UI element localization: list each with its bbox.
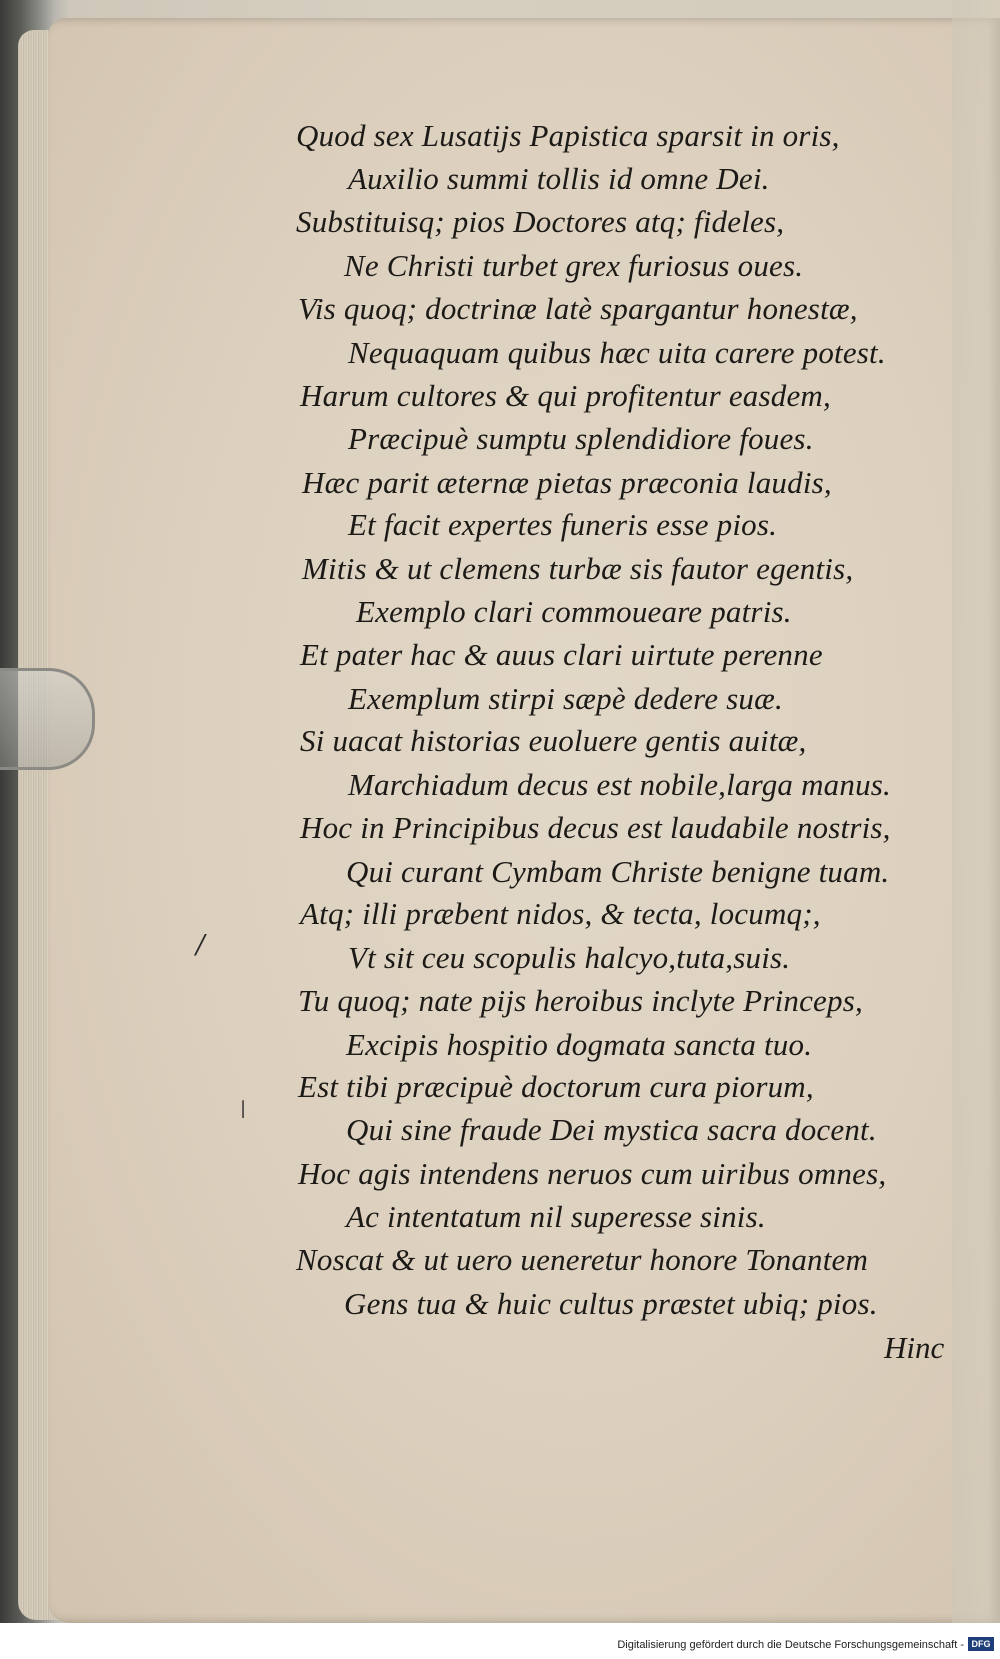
poem-line: Vis quoq; doctrinæ latè spargantur honestæ, (298, 291, 858, 326)
poem-line: Et pater hac & auus clari uirtute perenne (300, 637, 823, 672)
poem-line: Est tibi præcipuè doctorum cura piorum, (298, 1069, 814, 1104)
poem-line: Hoc agis intendens neruos cum uiribus omnes, (298, 1156, 887, 1191)
poem-line: Atq; illi præbent nidos, & tecta, locumq;, (300, 896, 821, 931)
catchword: Hinc (884, 1330, 945, 1365)
poem-line: Tu quoq; nate pijs heroibus inclyte Princeps, (298, 983, 863, 1018)
poem-line: Qui sine fraude Dei mystica sacra docent. (346, 1112, 877, 1147)
margin-mark: | (240, 1098, 247, 1119)
poem-line: Noscat & ut uero ueneretur honore Tonantem (296, 1242, 869, 1277)
poem-line: Vt sit ceu scopulis halcyo,tuta,suis. (348, 940, 791, 975)
poem-line: Præcipuè sumptu splendidiore foues. (348, 421, 814, 456)
poem-line: Quod sex Lusatijs Papistica sparsit in oris, (296, 118, 840, 153)
poem-line: Qui curant Cymbam Christe benigne tuam. (346, 854, 890, 889)
poem-line: Exemplo clari commoueare patris. (356, 594, 792, 629)
poem-line: Hoc in Principibus decus est laudabile nostris, (300, 810, 891, 845)
poem-line: Excipis hospitio dogmata sancta tuo. (346, 1027, 813, 1062)
poem-line: Ac intentatum nil superesse sinis. (346, 1199, 766, 1234)
poem-line: Mitis & ut clemens turbæ sis fautor egentis, (302, 551, 854, 586)
poem-line: Et facit expertes funeris esse pios. (348, 507, 778, 542)
poem-line: Substituisq; pios Doctores atq; fideles, (296, 204, 785, 239)
poem-line: Marchiadum decus est nobile,larga manus. (348, 767, 891, 802)
poem-line: Auxilio summi tollis id omne Dei. (348, 161, 770, 196)
digitization-footer (0, 1623, 1000, 1659)
poem-line: Hæc parit æternæ pietas præconia laudis, (302, 465, 832, 500)
margin-mark: / (196, 930, 205, 960)
poem-line: Nequaquam quibus hæc uita carere potest. (348, 335, 886, 370)
dfg-logo: DFG (968, 1637, 994, 1651)
poem-line: Si uacat historias euoluere gentis auitæ, (300, 723, 807, 758)
poem-line: Exemplum stirpi sæpè dedere suæ. (348, 681, 783, 716)
poem-line: Harum cultores & qui profitentur easdem, (300, 378, 831, 413)
footer-credit: Digitalisierung gefördert durch die Deutsche Forschungsgemeinschaft - (617, 1639, 964, 1651)
poem-line: Gens tua & huic cultus præstet ubiq; pios. (344, 1286, 878, 1321)
poem-line: Ne Christi turbet grex furiosus oues. (344, 248, 804, 283)
